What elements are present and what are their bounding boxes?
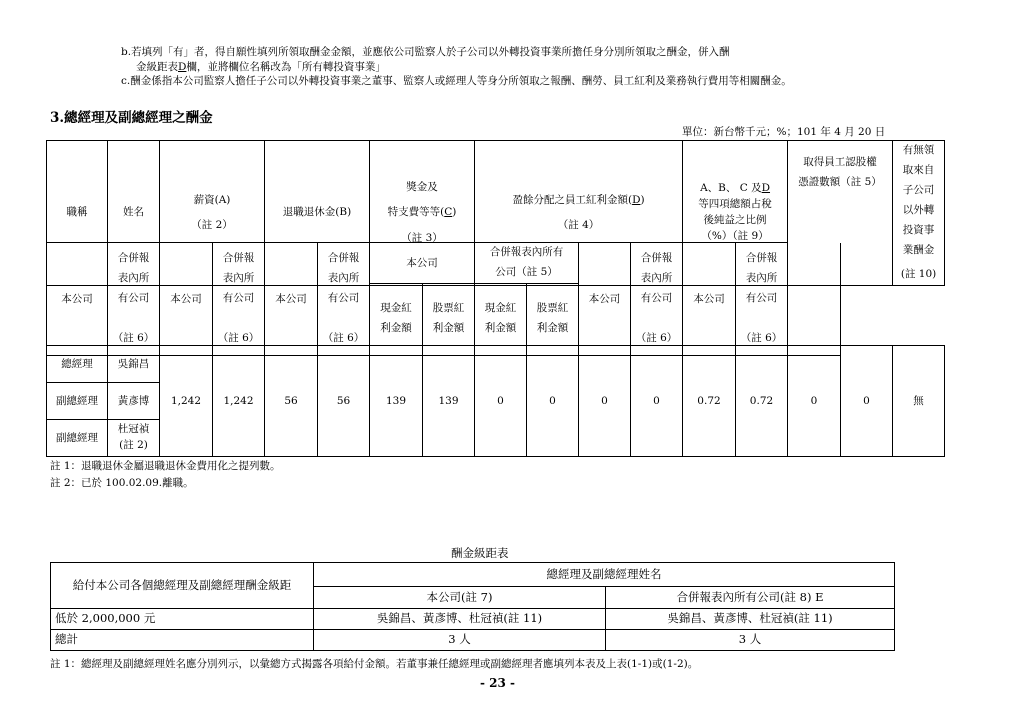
- consol-names-cell: 吳錦昌、黃彥博、杜冠禎(註 11): [606, 609, 895, 630]
- sub-profit-consol-cash: 現金紅 利金額: [475, 283, 527, 355]
- header-bonus: 獎金及 特支費等等(C) （註 3）: [370, 141, 475, 286]
- row-name: 杜冠禎 (註 2): [108, 420, 160, 457]
- value-profit-consol-cash: 0: [579, 346, 631, 457]
- table-row: [51, 609, 895, 630]
- sub-profit-consol-stock: 股票紅 利金額: [527, 283, 579, 355]
- value-profit-consol-stock: 0: [631, 346, 683, 457]
- header-profit: 盈餘分配之員工紅利金額(D) （註 4）: [475, 141, 683, 286]
- row-name: 黃彥博: [108, 383, 160, 420]
- table1-note-1: 註 1：退職退休金屬退職退休金費用化之提列數。: [50, 460, 281, 472]
- company-names-cell: 吳錦昌、黃彥博、杜冠禎(註 11): [314, 609, 606, 630]
- header-salary: 薪資(A) （註 2）: [160, 141, 265, 286]
- page-number: - 23 -: [480, 676, 516, 690]
- total-company-cell: 3 人: [314, 630, 606, 651]
- note-c-line: c.酬金係指本公司監察人擔任子公司以外轉投資事業之董事、監察人或經理人等身分所領取之報酬、酬勞、員工紅利及業務執行費用等相關酬金。: [121, 75, 792, 87]
- table-row: [47, 346, 945, 383]
- value-retire-consol: 56: [318, 346, 370, 457]
- total-consol-cell: 3 人: [606, 630, 895, 651]
- note-b-line1: b.若填列「有」者，得自願性填列所領取酬金金額，並應依公司監察人於子公司以外轉投資事業所擔任身分別所領取之酬金，併入酬: [121, 46, 730, 58]
- value-option-consol: 0: [841, 346, 893, 457]
- row-title: 總經理: [47, 346, 108, 383]
- header-other: 有無領取來自子公司以外轉投資事業酬金 (註 10): [893, 141, 945, 286]
- sub-option-consol: 合併報 表內所 有公司 （註 6）: [736, 243, 788, 356]
- value-other: 無: [893, 346, 945, 457]
- value-option-company: 0: [788, 346, 841, 457]
- sub-retire-company: 本公司: [160, 243, 213, 356]
- table-row: [51, 630, 895, 651]
- row-title: 副總經理: [47, 383, 108, 420]
- header-retire: 退職退休金(B): [265, 141, 370, 286]
- table2-caption: 酬金級距表: [451, 546, 509, 560]
- range-table: [50, 562, 895, 651]
- header-title: 職稱: [47, 141, 108, 286]
- table2-note: 註 1：總經理及副總經理姓名應分別列示，以彙總方式揭露各項給付金額。若董事兼任總經理或副總經理者應填列本表及上表(1-1)或(1-2)。: [50, 658, 699, 670]
- note-b-line2: 金級距表D欄，並將欄位名稱改為「所有轉投資事業」: [136, 61, 386, 73]
- sub-profit-consol: 合併報表內所有 公司（註 5）: [475, 243, 579, 284]
- row-title: 副總經理: [47, 420, 108, 457]
- sub-ratio-consol: 合併報 表內所 有公司 （註 6）: [631, 243, 683, 356]
- header-names: 總經理及副總經理姓名: [314, 563, 895, 587]
- compensation-table-rows: [46, 345, 945, 457]
- header-range: 給付本公司各個總經理及副總經理酬金級距: [51, 563, 314, 609]
- header-company: 本公司(註 7): [314, 587, 606, 609]
- sub-other-spacer: [788, 243, 841, 356]
- table1-note-2: 註 2：已於 100.02.09.離職。: [50, 477, 194, 489]
- value-salary-company: 1,242: [160, 346, 213, 457]
- value-bonus-consol: 139: [423, 346, 475, 457]
- sub-profit-company-cash: 現金紅 利金額: [370, 283, 423, 355]
- row-name: 吳錦昌: [108, 346, 160, 383]
- sub-bonus-consol: 合併報 表內所 有公司 （註 6）: [318, 243, 370, 356]
- sub-profit-company-stock: 股票紅 利金額: [423, 283, 475, 355]
- sub-salary-company: 本公司: [47, 243, 108, 356]
- value-bonus-company: 139: [370, 346, 423, 457]
- range-cell: 低於 2,000,000 元: [51, 609, 314, 630]
- unit-text: 單位：新台幣千元；%；101 年 4 月 20 日: [682, 126, 886, 138]
- section-title: 3.總經理及副總經理之酬金: [50, 110, 213, 126]
- sub-ratio-company: 本公司: [579, 243, 631, 356]
- value-ratio-company: 0.72: [683, 346, 736, 457]
- header-consol: 合併報表內所有公司(註 8) E: [606, 587, 895, 609]
- sub-salary-consol: 合併報 表內所 有公司 （註 6）: [108, 243, 160, 356]
- header-ratio: A、B、 C 及D 等四項總額占稅 後純益之比例 （%）（註 9）: [683, 141, 788, 286]
- compensation-table-body: [46, 242, 945, 356]
- value-salary-consol: 1,242: [213, 346, 265, 457]
- sub-profit-company: 本公司: [370, 243, 475, 284]
- value-profit-company-cash: 0: [475, 346, 527, 457]
- header-name: 姓名: [108, 141, 160, 286]
- header-option: 取得員工認股權 憑證數額（註 5）: [788, 141, 893, 286]
- sub-option-company: 本公司: [683, 243, 736, 356]
- value-profit-company-stock: 0: [527, 346, 579, 457]
- total-cell: 總計: [51, 630, 314, 651]
- sub-retire-consol: 合併報 表內所 有公司 （註 6）: [213, 243, 265, 356]
- value-ratio-consol: 0.72: [736, 346, 788, 457]
- value-retire-company: 56: [265, 346, 318, 457]
- sub-bonus-company: 本公司: [265, 243, 318, 356]
